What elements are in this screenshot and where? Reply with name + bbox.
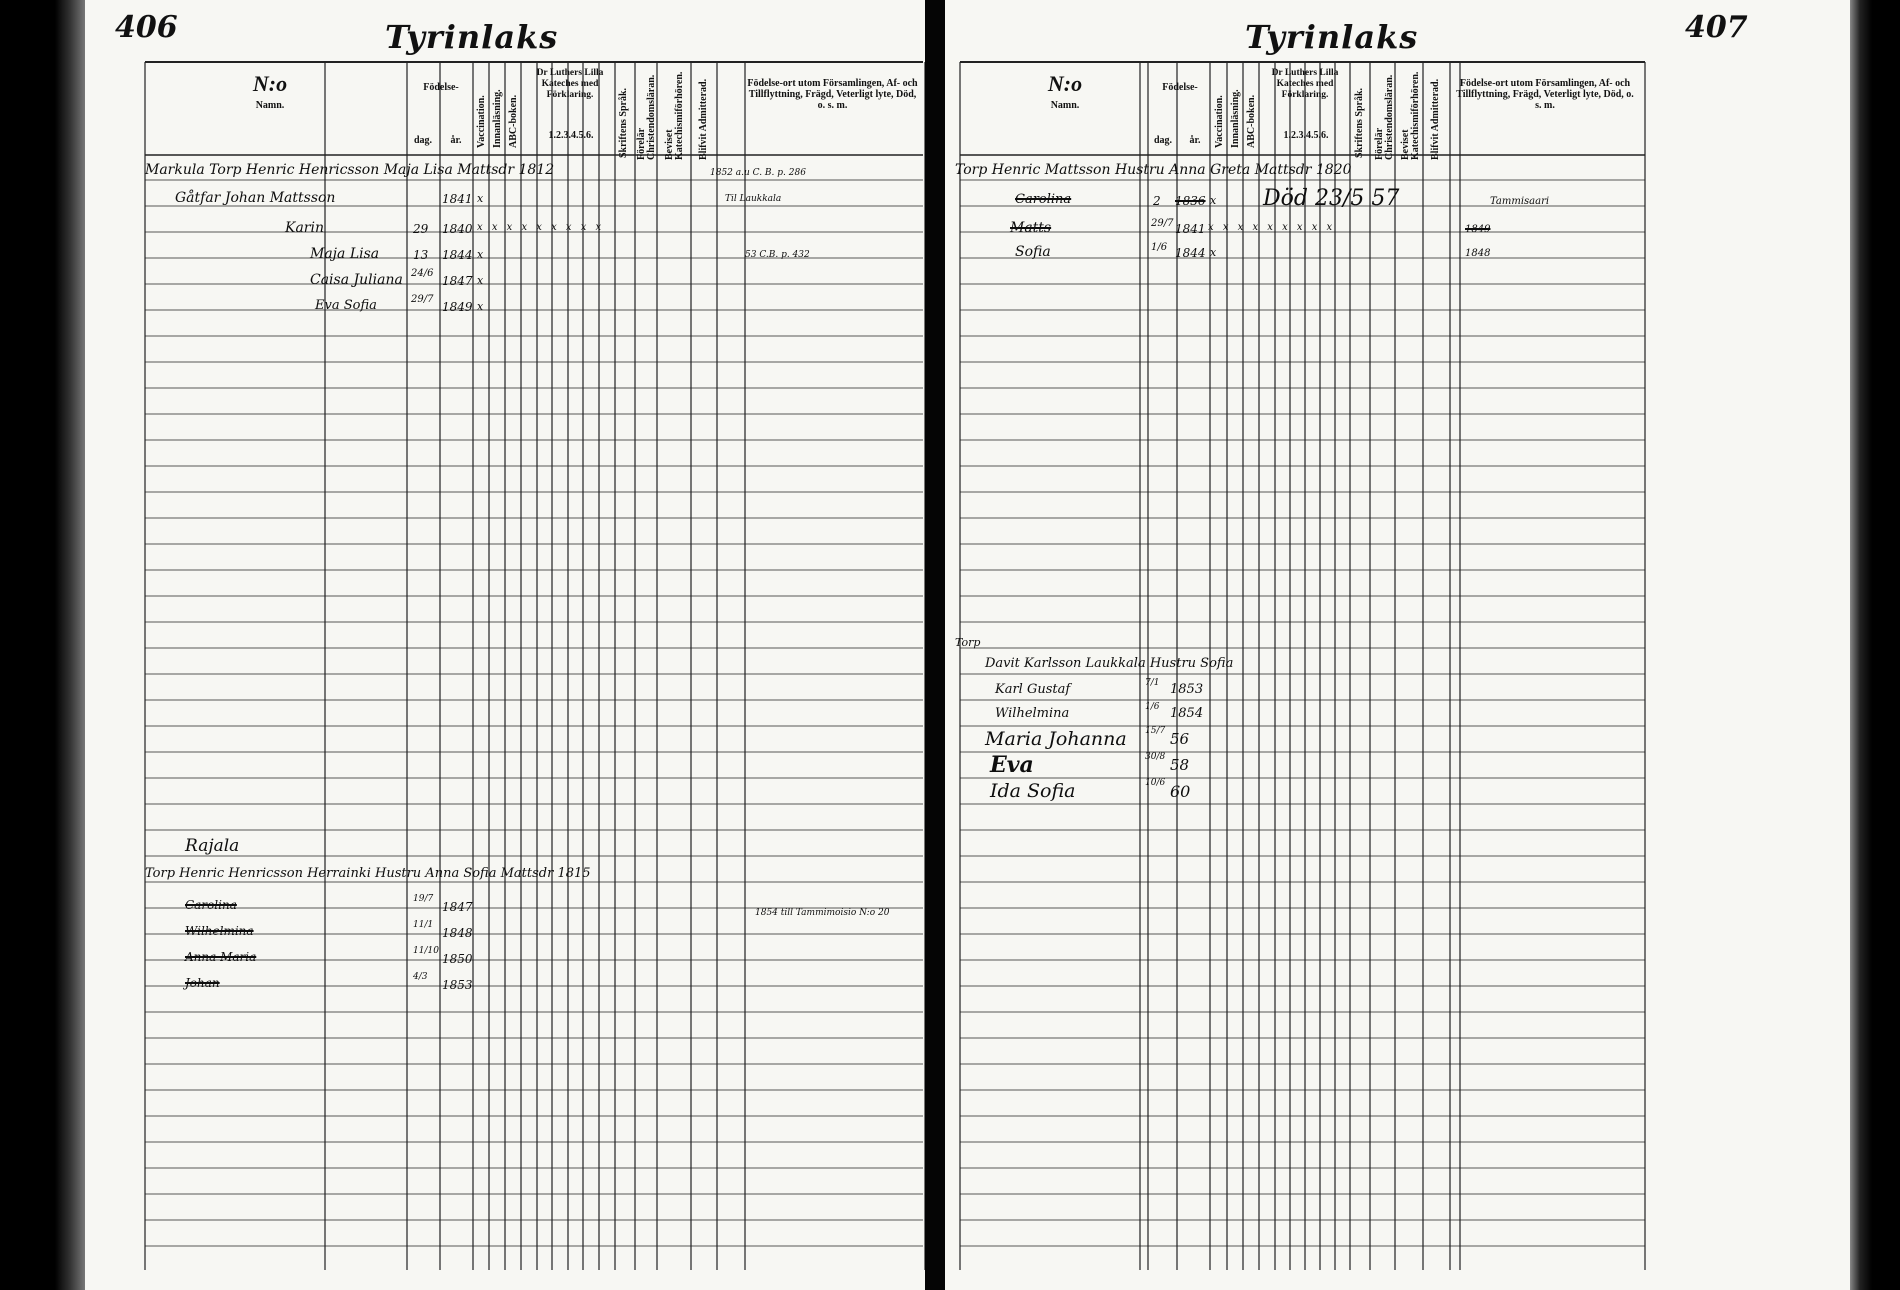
dag-header-right: dag. <box>1153 135 1173 146</box>
entry-day: 13 <box>413 248 429 262</box>
entry-name: Wilhelmina <box>185 924 254 938</box>
side-note: Tammisaari <box>1490 196 1550 207</box>
entry-name: Carolina <box>185 898 237 912</box>
entry-day: 29 <box>413 222 429 236</box>
entry-year: 1840 <box>442 222 473 236</box>
forelar-header-left: Förelär Christendomsläran. <box>636 74 657 160</box>
skriftens-header-left: Skriftens Språk. <box>618 87 629 158</box>
catechism-cols-left: 1.2.3.4.5.6. <box>548 130 594 141</box>
entry-name: Johan <box>185 976 220 990</box>
entry-name: Carolina <box>1015 192 1072 207</box>
fodelseort-header-right: Födelse-ort utom Församlingen, Af- och Tillflyttning, Frägd, Veterligt lyte, Död, o. s. m. <box>1456 78 1634 111</box>
name-header-right: Namn. <box>1050 100 1080 111</box>
book-gutter <box>925 0 945 1290</box>
entry-year: 1848 <box>442 926 473 940</box>
luther-header-left: Dr Luthers Lilla Kateches med Förklaring. <box>536 68 604 100</box>
name-header-left: Namn. <box>255 100 285 111</box>
entry-name: Maria Johanna <box>985 728 1127 750</box>
entry-name: Anna Maria <box>185 950 257 964</box>
fodelse-header-right: Födelse- <box>1162 82 1198 93</box>
entry-day: 19/7 <box>413 894 434 904</box>
village-title-right: Tyrinlaks <box>1245 18 1419 56</box>
entry-note: 1848 <box>1465 248 1491 259</box>
entry-day: 29/7 <box>1151 218 1174 229</box>
beviset-header-left: Beviset Katechismiförhören. <box>664 71 685 160</box>
entry-year: 58 <box>1170 756 1190 774</box>
place-name: Rajala <box>185 836 240 856</box>
entry-marks: x x x x x x x x x <box>477 222 605 233</box>
entry-name: Gåtfar Johan Mattsson <box>175 190 336 206</box>
scan-edge-right <box>1850 0 1900 1290</box>
luther-header-right: Dr Luthers Lilla Kateches med Förklaring. <box>1271 68 1339 100</box>
skriftens-header-right: Skriftens Språk. <box>1354 87 1365 158</box>
entry-name: Matts <box>1010 220 1052 236</box>
vaccination-header-left: Vaccination. <box>476 95 487 148</box>
entry-note: 1852 a.u C. B. p. 286 <box>710 168 806 178</box>
entry-note: Död 23/5 57 <box>1263 186 1400 211</box>
entry-day: 1/6 <box>1145 702 1160 712</box>
entry-name: Caisa Juliana <box>310 272 403 288</box>
forelar-header-right: Förelär Christendomsläran. <box>1374 74 1395 160</box>
entry-name: Sofia <box>1015 244 1051 260</box>
entry-name: Torp Henric Mattsson Hustru Anna Greta Mattsdr 1820 <box>955 162 1352 178</box>
entry-note: 1854 till Tammimoisio N:o 20 <box>755 908 890 918</box>
household-head: Davit Karlsson Laukkala Hustru Sofia <box>985 656 1234 671</box>
abc-header-right: ABC-boken. <box>1246 94 1257 148</box>
dag-header-left: dag. <box>413 135 433 146</box>
entry-year: 1844 <box>442 248 473 262</box>
entry-name: Wilhelmina <box>995 706 1070 721</box>
ar-header-left: år. <box>450 135 462 146</box>
blifvit-header-left: Blifvit Admitterad. <box>698 78 709 160</box>
entry-name: Ida Sofia <box>990 780 1076 802</box>
fodelse-header-left: Födelse- <box>423 82 459 93</box>
catechism-cols-right: 1.2.3.4.5.6. <box>1283 130 1329 141</box>
entry-day: 4/3 <box>413 972 428 982</box>
entry-day: 1/6 <box>1151 242 1168 253</box>
innanlasning-header-right: Innanläsning. <box>1230 89 1241 148</box>
entry-day: 24/6 <box>411 268 434 279</box>
entry-day: 30/8 <box>1145 752 1166 762</box>
entry-name: Eva Sofia <box>315 298 377 313</box>
entry-marks: x <box>1210 194 1217 207</box>
household-head: Torp Henric Henricsson Herrainki Hustru Anna Sofia Mattsdr 1815 <box>145 866 591 881</box>
entry-day: 29/7 <box>411 294 434 305</box>
entry-year: 1853 <box>442 978 473 992</box>
entry-name: Eva <box>990 752 1034 778</box>
entry-marks: x x x x x x x x x <box>1208 222 1336 233</box>
entry-year: 1850 <box>442 952 473 966</box>
entry-note: 1849 <box>1465 224 1491 235</box>
entry-name: Maja Lisa <box>310 246 380 262</box>
page-number-right: 407 <box>1685 10 1748 45</box>
name-mark-right: N:o <box>1047 71 1083 96</box>
entry-day: 11/10 <box>413 946 439 956</box>
entry-marks: x <box>1210 246 1217 259</box>
entry-day: 10/6 <box>1145 778 1166 788</box>
entry-day: 15/7 <box>1145 726 1166 736</box>
entry-year: 56 <box>1170 730 1190 748</box>
scan-edge-left <box>0 0 85 1290</box>
blifvit-header-right: Blifvit Admitterad. <box>1430 78 1441 160</box>
entry-year: 60 <box>1170 782 1191 801</box>
beviset-header-right: Beviset Katechismiförhören. <box>1400 71 1421 160</box>
vaccination-header-right: Vaccination. <box>1214 95 1225 148</box>
entry-year: 1853 <box>1170 682 1204 697</box>
entry-year: 1841 <box>1175 222 1206 236</box>
entry-year: 1847 <box>442 274 473 288</box>
entry-day: 2 <box>1153 194 1161 208</box>
fodelseort-header-left: Födelse-ort utom Församlingen, Af- och Tillflyttning, Frägd, Veterligt lyte, Död, o. s. m. <box>747 78 918 111</box>
name-mark-left: N:o <box>252 71 288 96</box>
abc-header-left: ABC-boken. <box>508 94 519 148</box>
entry-marks: x <box>477 274 484 287</box>
entry-name: Markula Torp Henric Henricsson Maja Lisa Mattsdr 1812 <box>145 162 555 178</box>
entry-year: 1844 <box>1175 246 1206 260</box>
entry-marks: x <box>477 192 484 205</box>
entry-day: 7/1 <box>1145 678 1160 688</box>
entry-note: 53 C.B. p. 432 <box>745 250 810 260</box>
right-page <box>945 0 1850 1290</box>
entry-marks: x <box>477 300 484 313</box>
entry-year: 1836 <box>1175 194 1206 208</box>
entry-day: 11/1 <box>413 920 434 930</box>
entry-marks: x <box>477 248 484 261</box>
entry-year: 1854 <box>1170 706 1204 721</box>
household-mark: Torp <box>955 636 981 649</box>
entry-year: 1847 <box>442 900 473 914</box>
page-number-left: 406 <box>115 10 178 45</box>
ar-header-right: år. <box>1189 135 1201 146</box>
entry-year: 1841 <box>442 192 473 206</box>
entry-year: 1849 <box>442 300 473 314</box>
left-page <box>85 0 925 1290</box>
innanlasning-header-left: Innanläsning. <box>492 89 503 148</box>
entry-note: Til Laukkala <box>725 194 782 204</box>
village-title-left: Tyrinlaks <box>385 18 559 56</box>
entry-name: Karl Gustaf <box>995 682 1071 697</box>
entry-name: Karin <box>285 220 324 236</box>
